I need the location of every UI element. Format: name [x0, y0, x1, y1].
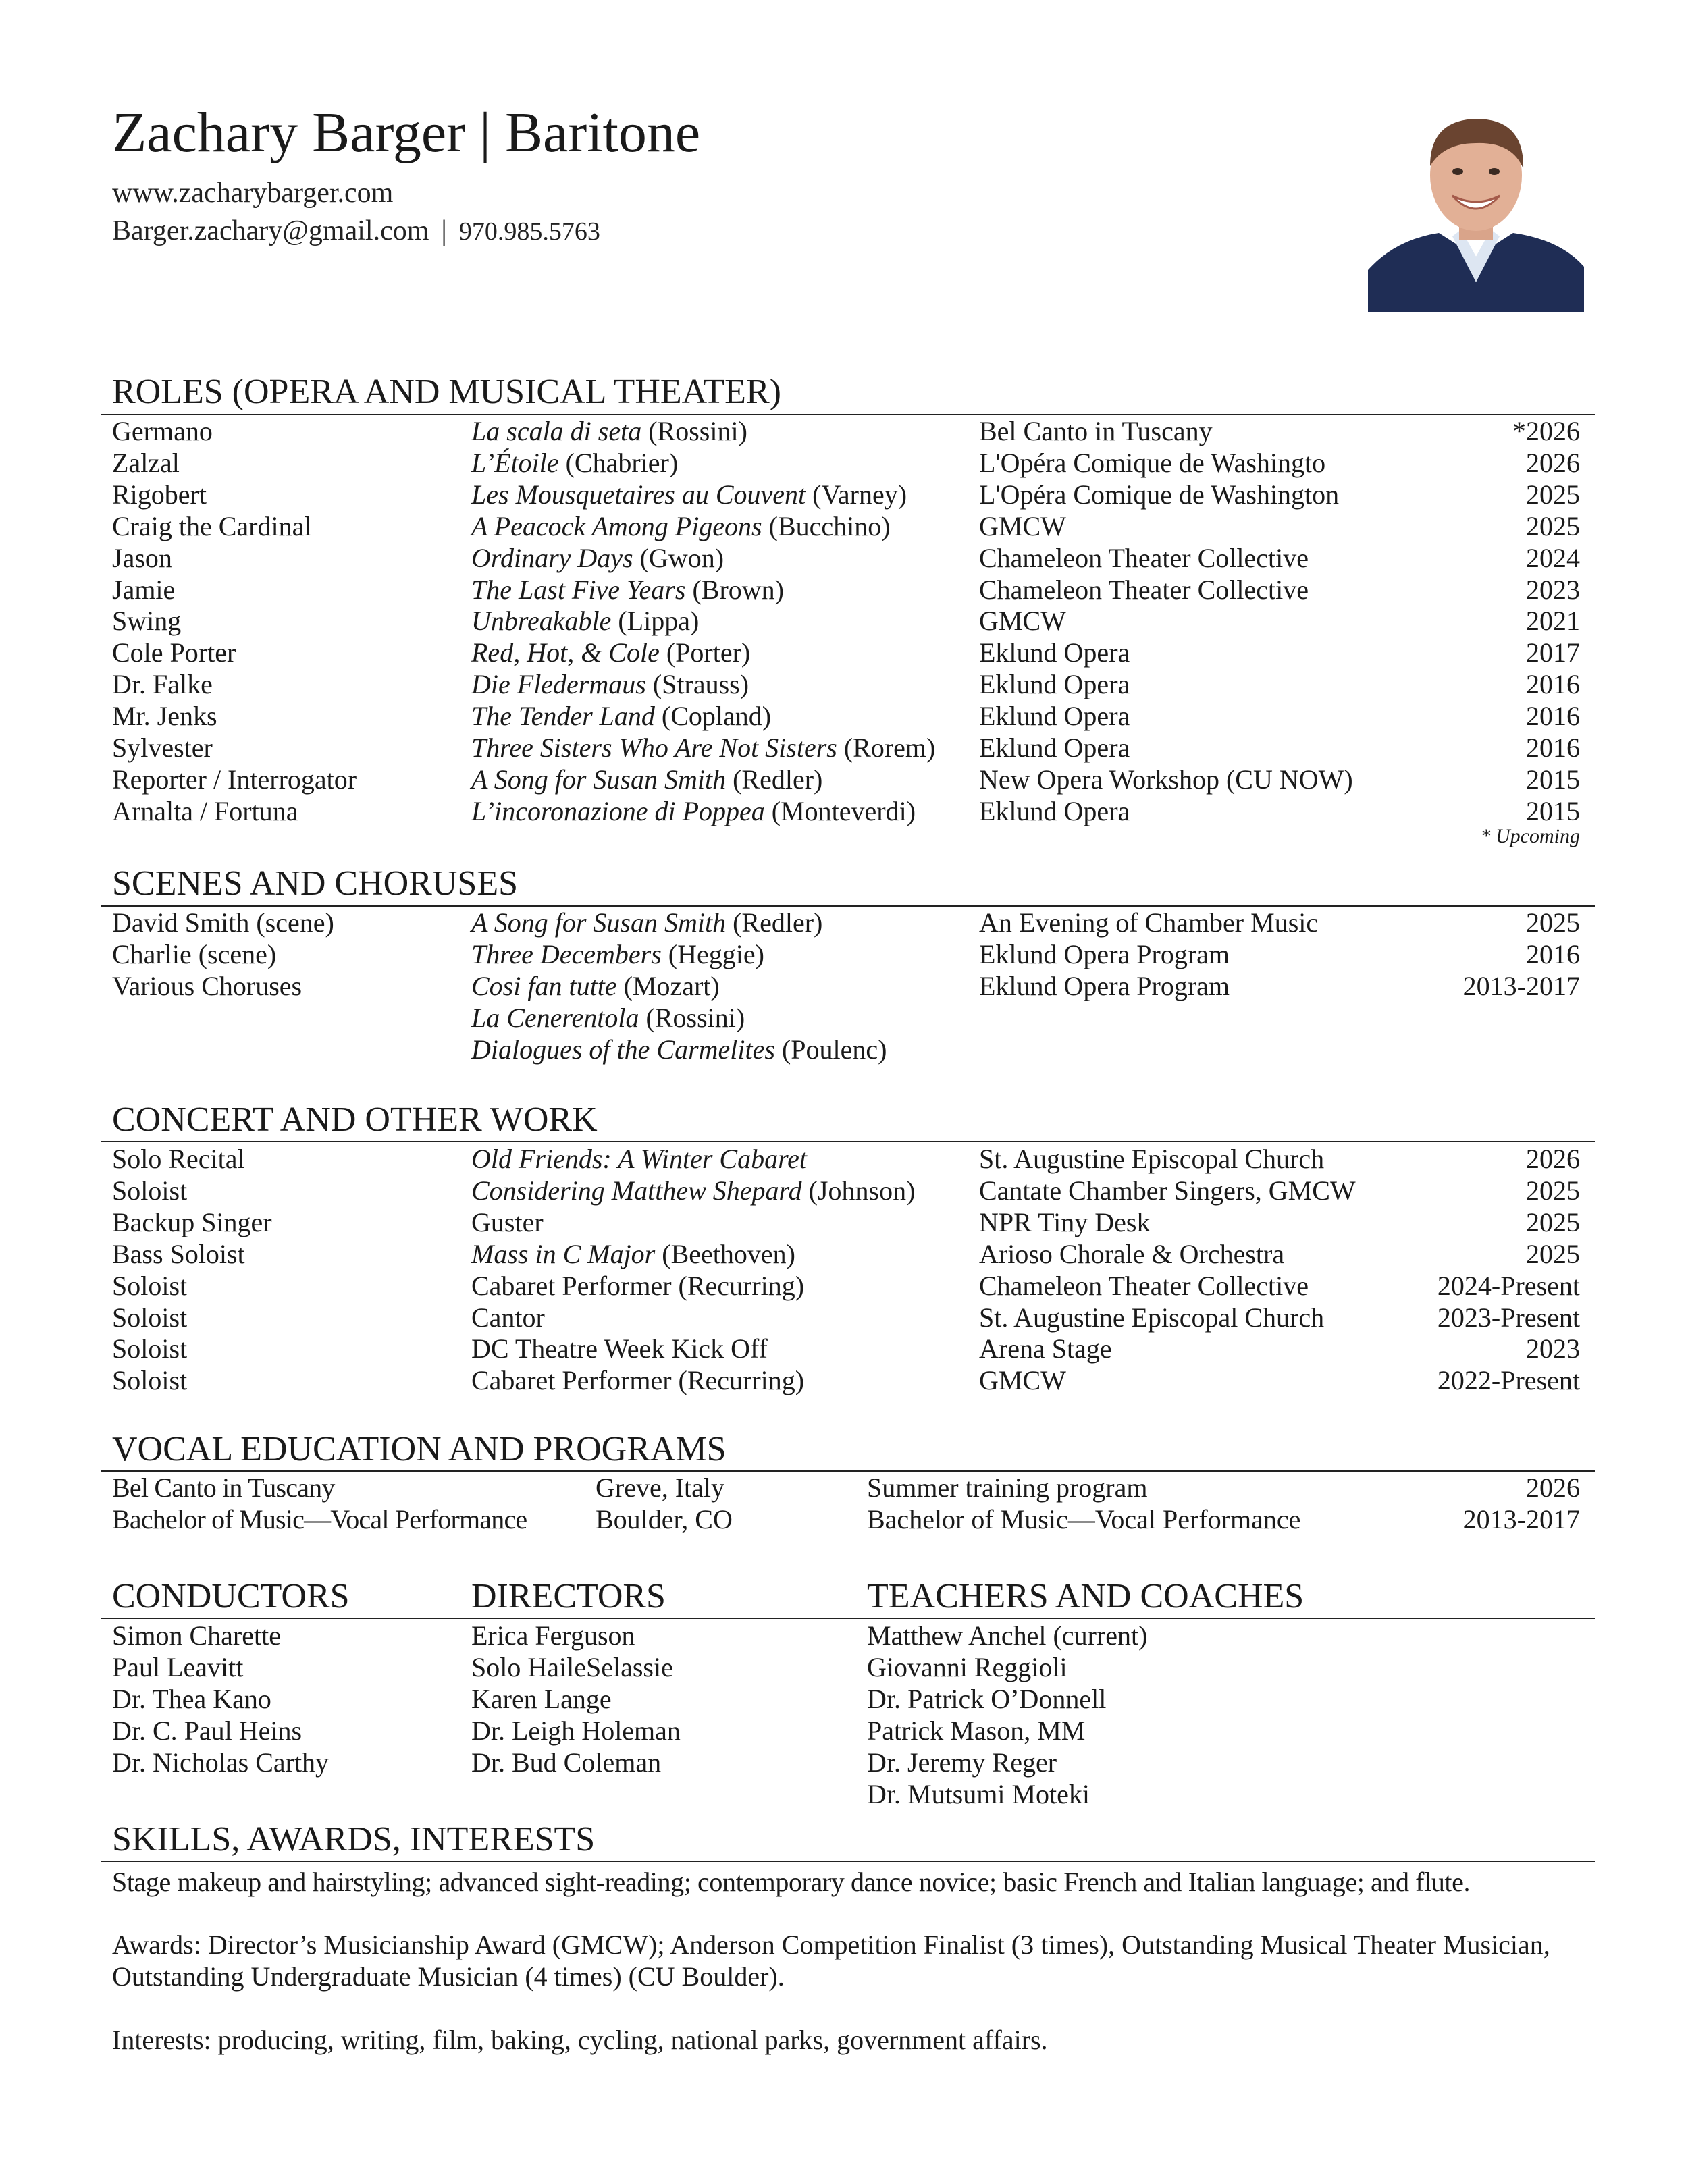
teacher-name: Matthew Anchel (current) — [867, 1620, 1148, 1651]
company-name: Chameleon Theater Collective — [979, 1270, 1309, 1301]
work-title-italic: Cosi fan tutte — [471, 970, 617, 1001]
concert-row — [112, 1239, 1580, 1270]
work-detail: (Rorem) — [843, 733, 936, 763]
role-name: Soloist — [112, 1365, 188, 1396]
role-name: Rigobert — [112, 479, 207, 510]
work-detail: (Mozart) — [623, 970, 720, 1001]
work-detail: (Johnson) — [808, 1175, 916, 1206]
role-name: Mr. Jenks — [112, 701, 217, 732]
company-name: Eklund Opera — [979, 795, 1130, 826]
year: 2016 — [1526, 733, 1580, 763]
company-name: Arioso Chorale & Orchestra — [979, 1238, 1285, 1269]
company-name: GMCW — [979, 606, 1066, 637]
concert-row — [112, 1271, 1580, 1302]
program-description: Bachelor of Music—Vocal Performance — [867, 1503, 1301, 1535]
work-title-italic: Les Mousquetaires au Couvent — [471, 479, 806, 510]
work-title — [471, 1239, 795, 1270]
teacher-name: Dr. Mutsumi Moteki — [867, 1778, 1090, 1809]
work-detail: (Chabrier) — [565, 447, 679, 478]
work-title-italic: Mass in C Major — [471, 1238, 656, 1269]
work-detail: (Redler) — [733, 907, 823, 938]
director-name: Dr. Leigh Holeman — [471, 1715, 681, 1746]
concert-heading: CONCERT AND OTHER WORK — [112, 1100, 598, 1139]
work-detail: (Redler) — [733, 764, 823, 795]
year: 2016 — [1526, 938, 1580, 969]
work-title — [471, 907, 822, 938]
interests-text: Interests: producing, writing, film, baking, cycling, national parks, government affairs. — [112, 2025, 1048, 2055]
work-title — [471, 1003, 745, 1034]
role-name: Zalzal — [112, 447, 180, 478]
company-name: Eklund Opera — [979, 637, 1130, 668]
concert-row — [112, 1302, 1580, 1333]
work-title — [471, 1333, 768, 1364]
skills-text: Stage makeup and hairstyling; advanced sight-reading; contemporary dance novice; basic French and Italian language; and flute. — [112, 1867, 1471, 1897]
role-name: Reporter / Interrogator — [112, 764, 357, 795]
website-link[interactable]: www.zacharybarger.com — [112, 178, 394, 209]
year: *2026 — [1512, 416, 1580, 446]
work-title — [471, 701, 771, 732]
role-name: Swing — [112, 606, 182, 637]
role-name: Soloist — [112, 1270, 188, 1301]
year: 2013-2017 — [1462, 970, 1580, 1001]
directors-heading: DIRECTORS — [471, 1577, 666, 1616]
roles-row — [112, 701, 1580, 732]
role-name: Bass Soloist — [112, 1238, 245, 1269]
conductor-name: Dr. Nicholas Carthy — [112, 1747, 329, 1778]
work-title-italic: L’Étoile — [471, 447, 559, 478]
skills-divider — [101, 1861, 1595, 1862]
scenes-row — [112, 1003, 1580, 1034]
scenes-row — [112, 939, 1580, 970]
work-title — [471, 764, 822, 795]
work-detail: Cabaret Performer (Recurring) — [471, 1365, 805, 1396]
work-title — [471, 511, 891, 542]
work-detail: (Porter) — [666, 637, 751, 668]
work-title — [471, 416, 747, 447]
role-name: Germano — [112, 416, 213, 446]
work-title-italic: A Song for Susan Smith — [471, 907, 727, 938]
role-name: Jason — [112, 542, 172, 573]
teachers-heading: TEACHERS AND COACHES — [867, 1577, 1304, 1616]
work-detail: (Varney) — [812, 479, 907, 510]
year: 2021 — [1526, 606, 1580, 637]
work-detail: (Lippa) — [618, 606, 700, 637]
role-name: David Smith (scene) — [112, 907, 334, 938]
work-title-italic: Three Decembers — [471, 938, 662, 969]
resume-name: Zachary Barger | Baritone — [112, 101, 701, 164]
year: 2016 — [1526, 669, 1580, 700]
concert-row — [112, 1144, 1580, 1175]
program-location: Greve, Italy — [596, 1472, 725, 1503]
company-name: Eklund Opera — [979, 701, 1130, 732]
concert-row — [112, 1175, 1580, 1206]
work-detail: (Rossini) — [648, 416, 747, 446]
roles-row — [112, 575, 1580, 606]
work-title — [471, 733, 935, 764]
concert-row — [112, 1333, 1580, 1364]
work-title — [471, 1175, 915, 1206]
work-detail: Guster — [471, 1206, 544, 1237]
role-name: Sylvester — [112, 733, 213, 763]
work-title-italic: Old Friends: A Winter Cabaret — [471, 1144, 808, 1174]
work-title-italic: Red, Hot, & Cole — [471, 637, 660, 668]
education-row — [112, 1504, 1580, 1535]
work-detail: (Strauss) — [652, 669, 749, 700]
upcoming-note: * Upcoming — [1480, 825, 1580, 847]
company-name: Chameleon Theater Collective — [979, 574, 1309, 605]
work-title — [471, 637, 750, 668]
work-title — [471, 1365, 804, 1396]
teacher-name: Dr. Patrick O’Donnell — [867, 1683, 1107, 1714]
work-detail: (Brown) — [692, 574, 784, 605]
company-name: Eklund Opera Program — [979, 970, 1230, 1001]
year: 2017 — [1526, 637, 1580, 668]
work-title-italic: L’incoronazione di Poppea — [471, 795, 765, 826]
company-name: New Opera Workshop (CU NOW) — [979, 764, 1353, 795]
year: 2024 — [1526, 542, 1580, 573]
year: 2023 — [1526, 574, 1580, 605]
program-location: Boulder, CO — [596, 1503, 733, 1535]
director-name: Karen Lange — [471, 1683, 612, 1714]
conductor-name: Paul Leavitt — [112, 1651, 244, 1682]
role-name: Craig the Cardinal — [112, 510, 312, 541]
work-detail: (Gwon) — [639, 542, 724, 573]
work-title-italic: Ordinary Days — [471, 542, 633, 573]
year: 2023 — [1526, 1333, 1580, 1364]
work-detail: (Heggie) — [668, 938, 764, 969]
work-title — [471, 606, 699, 637]
teacher-name: Dr. Jeremy Reger — [867, 1747, 1057, 1778]
work-detail: (Copland) — [661, 701, 772, 732]
program-name: Bachelor of Music—Vocal Performance — [112, 1503, 527, 1535]
role-name: Dr. Falke — [112, 669, 213, 700]
roles-row — [112, 511, 1580, 542]
work-detail: (Rossini) — [645, 1002, 745, 1033]
roles-row — [112, 606, 1580, 637]
roles-row — [112, 543, 1580, 574]
work-detail: (Beethoven) — [662, 1238, 795, 1269]
phone-number: 970.985.5763 — [458, 217, 600, 246]
year: 2025 — [1526, 1175, 1580, 1206]
work-title — [471, 479, 907, 510]
company-name: St. Augustine Episcopal Church — [979, 1144, 1325, 1174]
roles-row — [112, 637, 1580, 668]
director-name: Dr. Bud Coleman — [471, 1747, 662, 1778]
company-name: GMCW — [979, 1365, 1066, 1396]
work-title-italic: The Tender Land — [471, 701, 655, 732]
director-name: Erica Ferguson — [471, 1620, 635, 1651]
year: 2015 — [1526, 795, 1580, 826]
roles-heading: ROLES (OPERA AND MUSICAL THEATER) — [112, 373, 781, 411]
contact-separator: | — [441, 215, 447, 246]
work-detail: (Bucchino) — [768, 510, 891, 541]
director-name: Solo HaileSelassie — [471, 1651, 673, 1682]
work-detail: Cantor — [471, 1302, 545, 1333]
work-title — [471, 939, 764, 970]
education-heading: VOCAL EDUCATION AND PROGRAMS — [112, 1430, 727, 1468]
roles-row — [112, 733, 1580, 764]
year: 2026 — [1526, 1472, 1580, 1503]
year: 2024-Present — [1437, 1270, 1580, 1301]
teacher-name: Giovanni Reggioli — [867, 1651, 1067, 1682]
company-name: L'Opéra Comique de Washington — [979, 479, 1340, 510]
work-title — [471, 669, 749, 700]
work-title-italic: A Song for Susan Smith — [471, 764, 727, 795]
awards-text: Awards: Director’s Musicianship Award (GMCW); Anderson Competition Finalist (3 times), Outstanding Musical Theater Musician, Outstanding Undergraduate Musician (4 times) (CU Boulder). — [112, 1929, 1550, 1992]
skills-heading: SKILLS, AWARDS, INTERESTS — [112, 1820, 596, 1859]
company-name: St. Augustine Episcopal Church — [979, 1302, 1325, 1333]
work-title-italic: Considering Matthew Shepard — [471, 1175, 802, 1206]
work-title — [471, 1207, 544, 1238]
role-name: Various Choruses — [112, 970, 302, 1001]
role-name: Soloist — [112, 1175, 188, 1206]
roles-row — [112, 479, 1580, 510]
scenes-row — [112, 971, 1580, 1002]
email-link[interactable]: Barger.zachary@gmail.com — [112, 215, 429, 246]
program-description: Summer training program — [867, 1472, 1148, 1503]
education-row — [112, 1472, 1580, 1503]
roles-row — [112, 669, 1580, 700]
company-name: Eklund Opera — [979, 733, 1130, 763]
teacher-name: Patrick Mason, MM — [867, 1715, 1086, 1746]
conductor-name: Simon Charette — [112, 1620, 281, 1651]
roles-row — [112, 416, 1580, 447]
year: 2016 — [1526, 701, 1580, 732]
contact-line — [112, 212, 600, 250]
scenes-divider — [101, 905, 1595, 907]
role-name: Solo Recital — [112, 1144, 245, 1174]
work-title-italic: Unbreakable — [471, 606, 612, 637]
conductor-name: Dr. Thea Kano — [112, 1683, 271, 1714]
role-name: Cole Porter — [112, 637, 236, 668]
company-name: Eklund Opera — [979, 669, 1130, 700]
work-title — [471, 796, 916, 827]
work-detail: (Monteverdi) — [771, 795, 916, 826]
concert-row — [112, 1207, 1580, 1238]
work-title — [471, 1302, 545, 1333]
company-name: Arena Stage — [979, 1333, 1112, 1364]
roles-row — [112, 764, 1580, 795]
scenes-heading: SCENES AND CHORUSES — [112, 864, 519, 903]
work-title-italic: Three Sisters Who Are Not Sisters — [471, 733, 837, 763]
year: 2025 — [1526, 479, 1580, 510]
work-title — [471, 1144, 807, 1175]
year: 2026 — [1526, 447, 1580, 478]
company-name: An Evening of Chamber Music — [979, 907, 1319, 938]
work-title-italic: Die Fledermaus — [471, 669, 646, 700]
year: 2023-Present — [1437, 1302, 1580, 1333]
role-name: Charlie (scene) — [112, 938, 277, 969]
work-title — [471, 971, 720, 1002]
year: 2015 — [1526, 764, 1580, 795]
year: 2026 — [1526, 1144, 1580, 1174]
year: 2025 — [1526, 1206, 1580, 1237]
company-name: Cantate Chamber Singers, GMCW — [979, 1175, 1356, 1206]
role-name: Soloist — [112, 1302, 188, 1333]
company-name: NPR Tiny Desk — [979, 1206, 1151, 1237]
role-name: Arnalta / Fortuna — [112, 795, 298, 826]
company-name: Chameleon Theater Collective — [979, 542, 1309, 573]
concert-row — [112, 1365, 1580, 1396]
company-name: Eklund Opera Program — [979, 938, 1230, 969]
company-name: Bel Canto in Tuscany — [979, 416, 1213, 446]
concert-divider — [101, 1141, 1595, 1142]
role-name: Soloist — [112, 1333, 188, 1364]
work-title-italic: The Last Five Years — [471, 574, 686, 605]
work-title — [471, 1034, 887, 1065]
work-detail: (Poulenc) — [781, 1034, 887, 1065]
work-title-italic: La Cenerentola — [471, 1002, 639, 1033]
work-title-italic: A Peacock Among Pigeons — [471, 510, 762, 541]
conductor-name: Dr. C. Paul Heins — [112, 1715, 302, 1746]
scenes-row — [112, 1034, 1580, 1065]
work-title-italic: La scala di seta — [471, 416, 642, 446]
conductors-heading: CONDUCTORS — [112, 1577, 350, 1616]
roles-row — [112, 448, 1580, 479]
company-name: L'Opéra Comique de Washingto — [979, 447, 1326, 478]
year: 2025 — [1526, 907, 1580, 938]
year: 2022-Present — [1437, 1365, 1580, 1396]
scenes-row — [112, 907, 1580, 938]
program-name: Bel Canto in Tuscany — [112, 1472, 335, 1503]
roles-row — [112, 796, 1580, 827]
year: 2013-2017 — [1462, 1503, 1580, 1535]
work-title — [471, 575, 784, 606]
people-divider — [101, 1618, 1595, 1619]
role-name: Backup Singer — [112, 1206, 272, 1237]
year: 2025 — [1526, 510, 1580, 541]
roles-divider — [101, 414, 1595, 415]
work-title — [471, 1271, 804, 1302]
work-detail: DC Theatre Week Kick Off — [471, 1333, 768, 1364]
company-name: GMCW — [979, 510, 1066, 541]
year: 2025 — [1526, 1238, 1580, 1269]
education-divider — [101, 1470, 1595, 1472]
headshot-photo — [1368, 101, 1584, 312]
role-name: Jamie — [112, 574, 176, 605]
work-title — [471, 448, 678, 479]
work-title-italic: Dialogues of the Carmelites — [471, 1034, 775, 1065]
work-title — [471, 543, 724, 574]
work-detail: Cabaret Performer (Recurring) — [471, 1270, 805, 1301]
